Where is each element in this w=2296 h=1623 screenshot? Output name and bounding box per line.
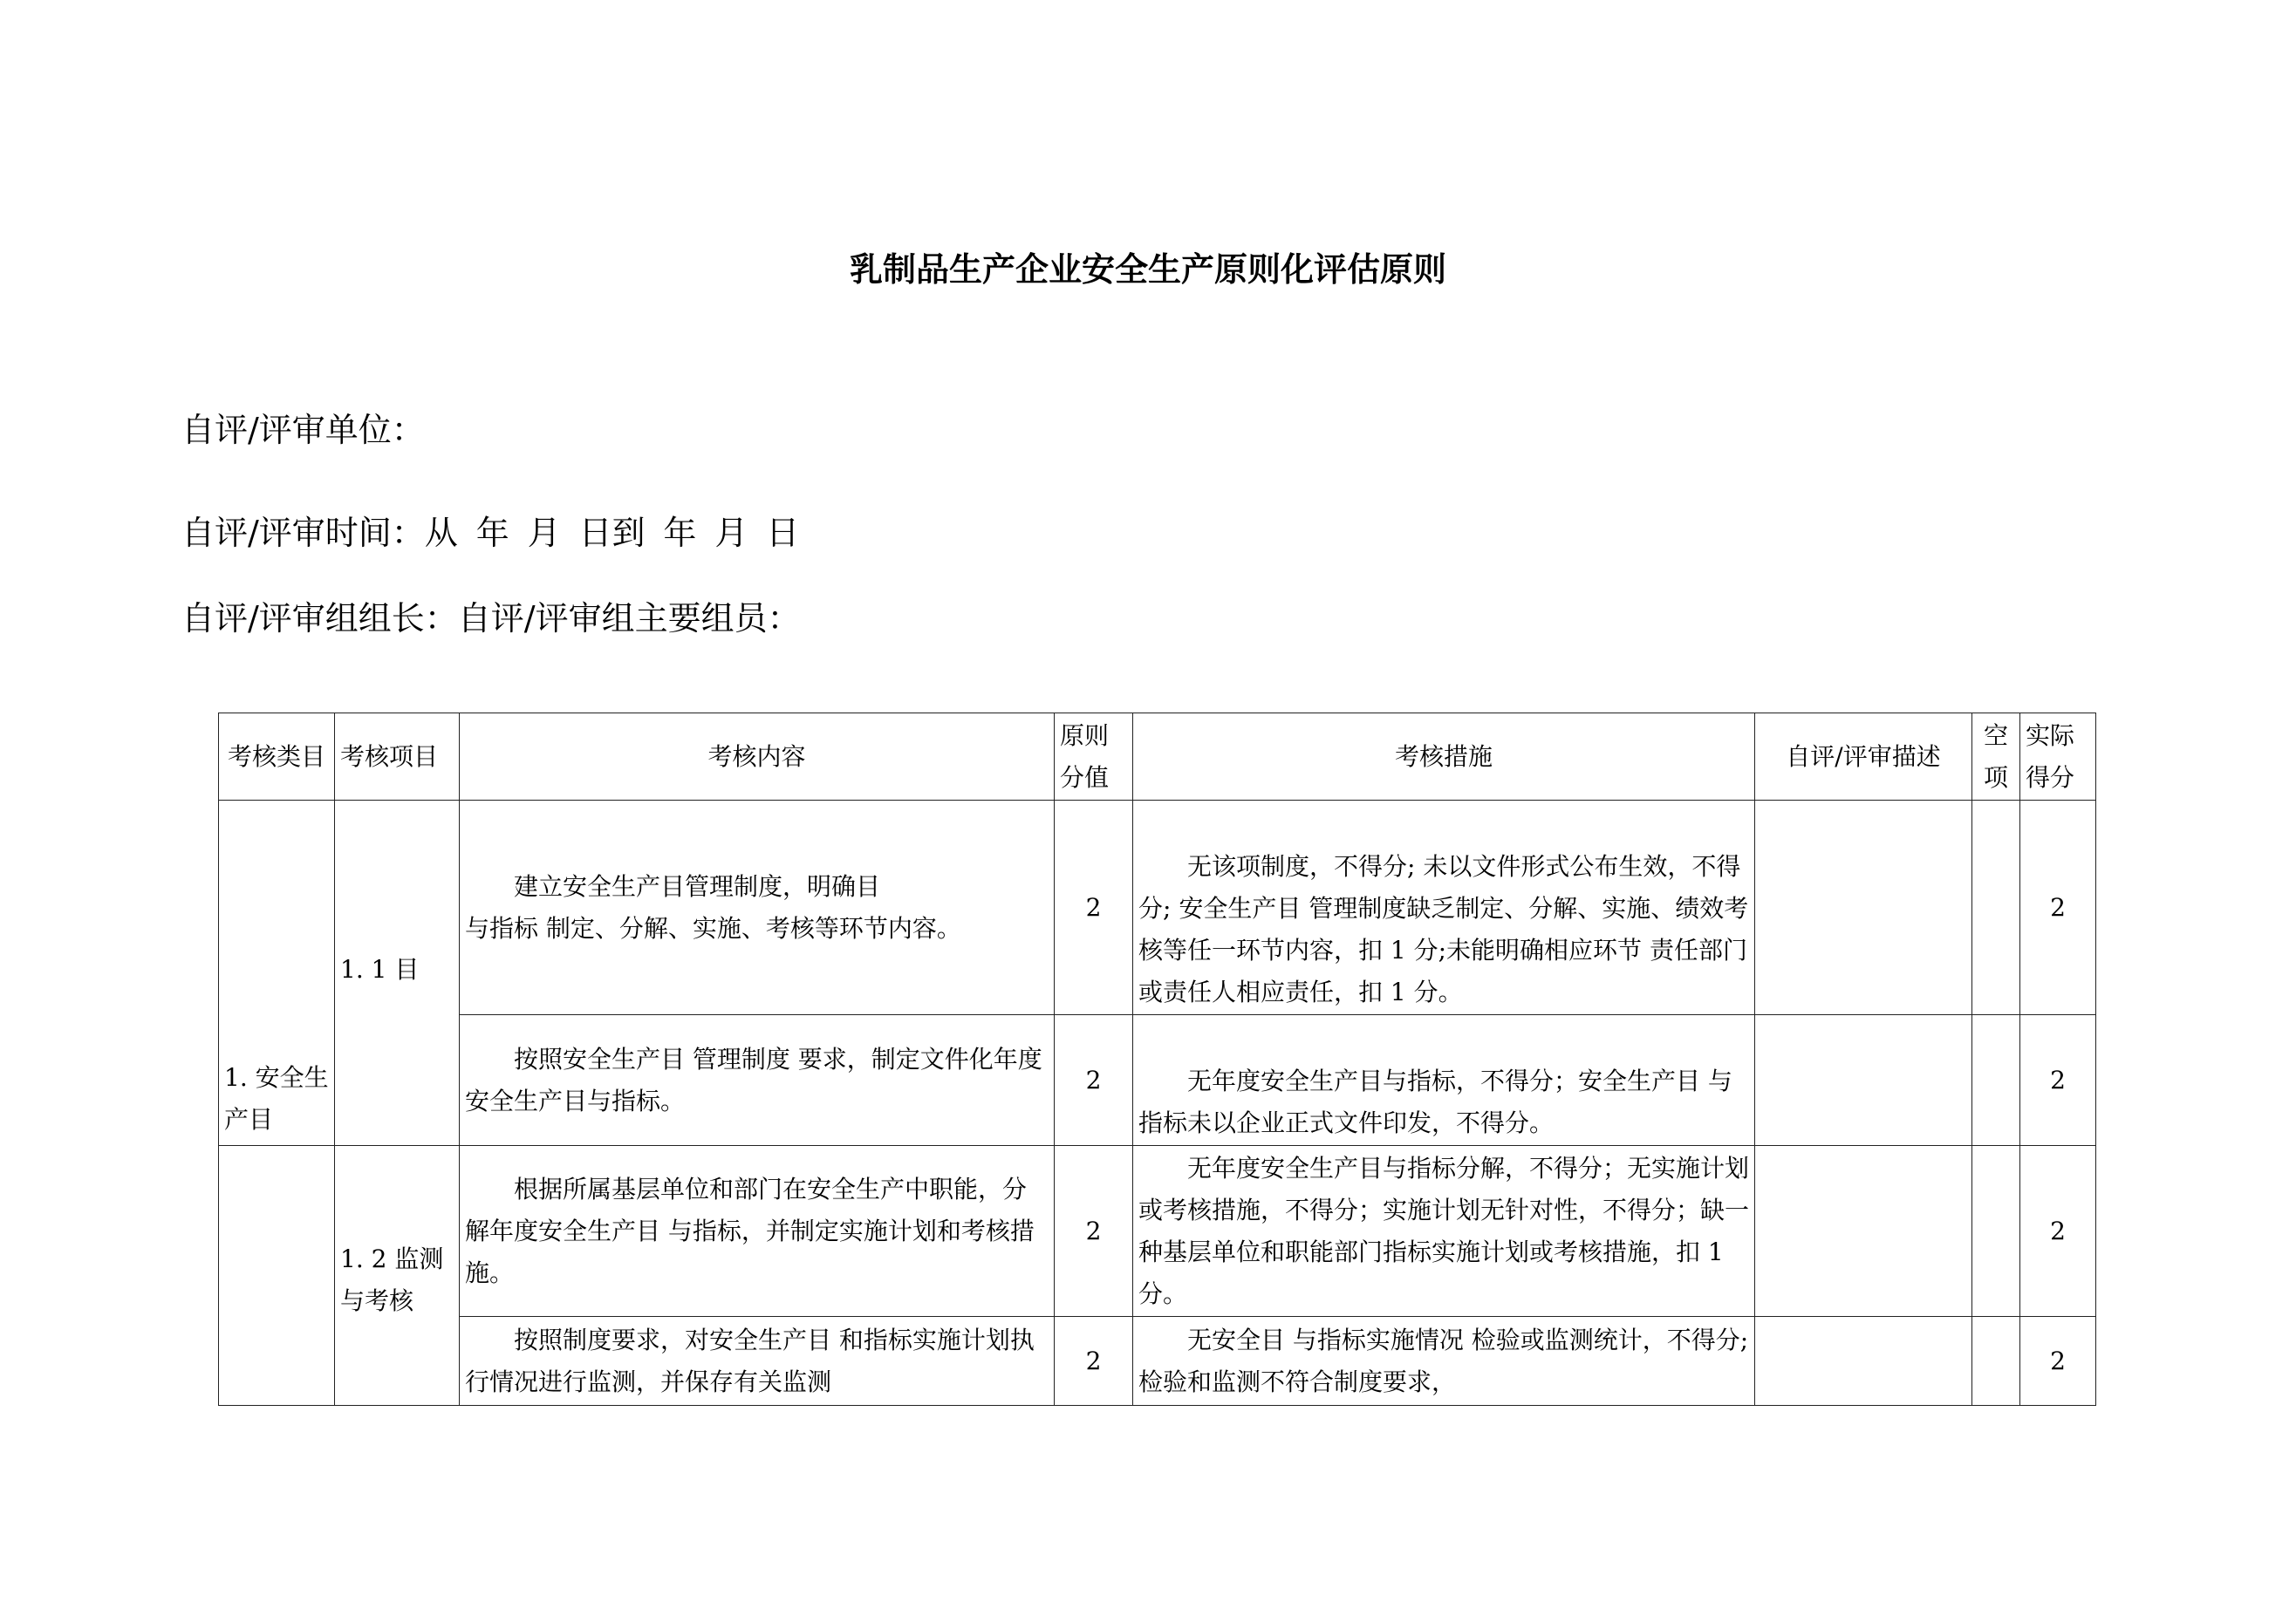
self-description-cell[interactable]	[1755, 1015, 1972, 1146]
score-cell: 2	[1055, 1317, 1133, 1406]
measure-text: 无年度安全生产目与指标分解，不得分；无实施计划或考核措施，不得分；实施计划无针对性，不得分；缺一种基层单位和职能部门指标实施计划或考核措施，扣 1 分。	[1138, 1153, 1750, 1308]
score-cell: 2	[1055, 801, 1133, 1015]
header-item: 考核项目	[335, 713, 460, 801]
review-time-day-1: 日到	[578, 514, 646, 552]
review-time-line	[181, 506, 799, 554]
measure-cell	[1133, 1317, 1755, 1406]
header-content: 考核内容	[460, 713, 1055, 801]
review-time-month-2: 月	[714, 514, 748, 552]
self-description-cell[interactable]	[1755, 801, 1972, 1015]
content-line-2: 与指标 制定、分解、实施、考核等环节内容。	[465, 913, 961, 943]
actual-score-cell: 2	[2020, 1317, 2096, 1406]
table-header-row	[219, 713, 2096, 801]
header-self-description: 自评/评审描述	[1755, 713, 1972, 801]
table-row	[219, 1146, 2096, 1317]
empty-item-cell[interactable]	[1972, 1317, 2020, 1406]
score-cell: 2	[1055, 1015, 1133, 1146]
header-measure: 考核措施	[1133, 713, 1755, 801]
review-time-month-1: 月	[527, 514, 561, 552]
measure-text: 无年度安全生产目与指标，不得分；安全生产目 与指标未以企业正式文件印发，不得分。	[1138, 1066, 1732, 1137]
table-row	[219, 1317, 2096, 1406]
category-cell-continued	[219, 1146, 335, 1406]
self-description-cell[interactable]	[1755, 1146, 1972, 1317]
header-empty-item: 空项	[1972, 713, 2020, 801]
review-time-label: 自评/评审时间：从	[181, 514, 458, 552]
review-group-line	[181, 591, 801, 639]
measure-text: 无该项制度，不得分; 未以文件形式公布生效，不得分; 安全生产目 管理制度缺乏制定、分解、实施、绩效考核等任一环节内容，扣 1 分;未能明确相应环节 责任部门或责任人相应责任，扣 1 分。	[1138, 851, 1749, 1006]
assessment-table	[218, 713, 2096, 1406]
empty-item-cell[interactable]	[1972, 1015, 2020, 1146]
content-cell	[460, 1317, 1055, 1406]
content-text: 根据所属基层单位和部门在安全生产中职能，分解年度安全生产目 与指标，并制定实施计划和考核措施。	[465, 1174, 1035, 1287]
header-score-standard: 原则分值	[1055, 713, 1133, 801]
page-title: 乳制品生产企业安全生产原则化评估原则	[849, 250, 1446, 289]
item-cell-1-2: 1. 2 监测与考核	[335, 1146, 460, 1406]
review-time-year-1: 年	[475, 514, 509, 552]
table-row	[219, 1015, 2096, 1146]
score-cell: 2	[1055, 1146, 1133, 1317]
actual-score-cell: 2	[2020, 1015, 2096, 1146]
self-description-cell[interactable]	[1755, 1317, 1972, 1406]
review-group-label: 自评/评审组组长：自评/评审组主要组员：	[181, 599, 801, 638]
content-cell	[460, 801, 1055, 1015]
content-cell	[460, 1015, 1055, 1146]
review-unit-label: 自评/评审单位：	[181, 411, 425, 449]
empty-item-cell[interactable]	[1972, 801, 2020, 1015]
item-cell-1-1: 1. 1 目	[335, 801, 460, 1146]
actual-score-cell: 2	[2020, 1146, 2096, 1317]
actual-score-cell: 2	[2020, 801, 2096, 1015]
header-category: 考核类目	[219, 713, 335, 801]
measure-cell	[1133, 1015, 1755, 1146]
review-time-day-2: 日	[766, 514, 800, 552]
content-line-1: 建立安全生产目管理制度，明确目	[514, 871, 881, 901]
table-row	[219, 801, 2096, 1015]
measure-text: 无安全目 与指标实施情况 检验或监测统计，不得分;检验和监测不符合制度要求，	[1138, 1325, 1749, 1396]
empty-item-cell[interactable]	[1972, 1146, 2020, 1317]
content-text: 按照安全生产目 管理制度 要求，制定文件化年度安全生产目与指标。	[465, 1044, 1042, 1115]
measure-cell	[1133, 801, 1755, 1015]
review-unit-line	[181, 403, 425, 451]
content-cell	[460, 1146, 1055, 1317]
header-actual-score: 实际得分	[2020, 713, 2096, 801]
review-time-year-2: 年	[663, 514, 697, 552]
category-cell: 1. 安全生产目	[219, 801, 335, 1146]
measure-cell	[1133, 1146, 1755, 1317]
content-text: 按照制度要求，对安全生产目 和指标实施计划执行情况进行监测，并保存有关监测	[465, 1325, 1035, 1396]
